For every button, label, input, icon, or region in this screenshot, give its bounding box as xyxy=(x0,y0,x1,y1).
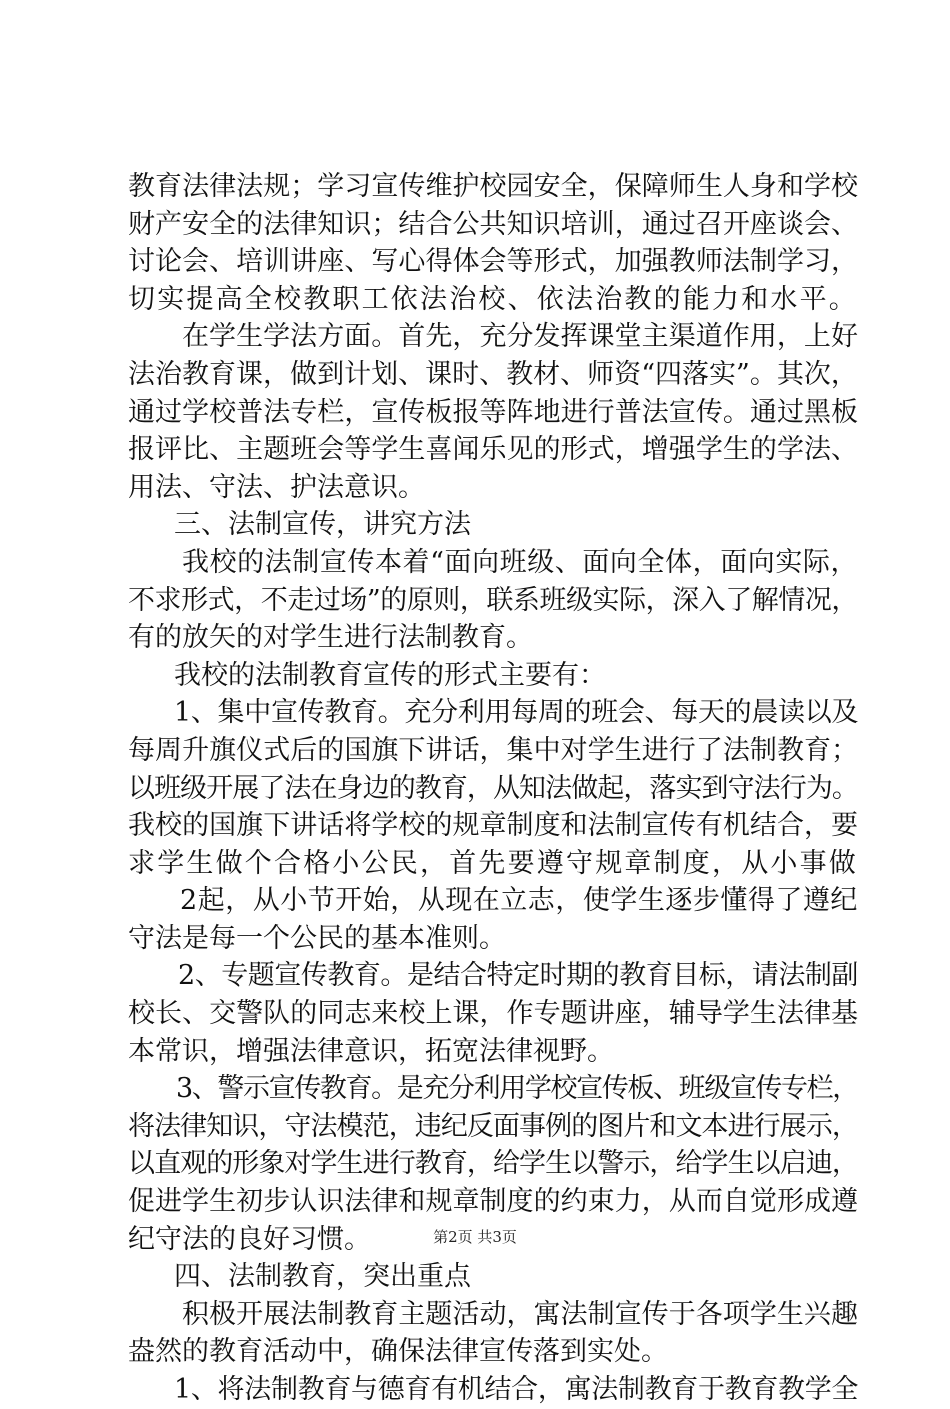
text-line: 促进学生初步认识法律和规章制度的约束力，从而自觉形成遵 xyxy=(128,1186,859,1218)
text-line: 法治教育课，做到计划、课时、教材、师资“四落实”。其次， xyxy=(128,358,858,390)
text-line: 我校的法制宣传本着“面向班级、面向全体，面向实际， xyxy=(182,546,859,578)
text-line: 四、法制教育，突出重点 xyxy=(174,1261,471,1293)
text-line: 纪守法的良好习惯。 xyxy=(128,1223,371,1255)
text-line: 3、警示宣传教育。是充分利用学校宣传板、班级宣传专栏， xyxy=(176,1073,858,1105)
text-line: 讨论会、培训讲座、写心得体会等形式，加强教师法制学习， xyxy=(128,246,859,278)
text-line: 我校的法制教育宣传的形式主要有： xyxy=(174,659,606,691)
text-line: 切实提高全校教职工依法治校、依法治教的能力和水平。 xyxy=(128,283,858,315)
text-line: 校长、交警队的同志来校上课，作专题讲座，辅导学生法律基 xyxy=(128,998,859,1030)
text-line: 不求形式，不走过场”的原则，联系班级实际，深入了解情况， xyxy=(128,584,858,616)
text-line: 积极开展法制教育主题活动，寓法制宣传于各项学生兴趣 xyxy=(182,1298,858,1330)
text-line: 以班级开展了法在身边的教育，从知法做起，落实到守法行为。 xyxy=(128,772,858,804)
text-line: 用法、守法、护法意识。 xyxy=(128,471,425,503)
text-line: 1、集中宣传教育。充分利用每周的班会、每天的晨读以及 xyxy=(174,697,859,729)
text-line: 2、专题宣传教育。是结合特定时期的教育目标，请法制副 xyxy=(178,960,858,992)
text-line: 我校的国旗下讲话将学校的规章制度和法制宣传有机结合，要 xyxy=(128,810,859,842)
text-line: 通过学校普法专栏，宣传板报等阵地进行普法宣传。通过黑板 xyxy=(128,396,859,428)
text-line: 在学生学法方面。首先，充分发挥课堂主渠道作用，上好 xyxy=(182,321,858,353)
text-line: 三、法制宣传，讲究方法 xyxy=(174,509,471,541)
text-line: 每周升旗仪式后的国旗下讲话，集中对学生进行了法制教育； xyxy=(128,734,859,766)
text-line: 2起，从小节开始，从现在立志，使学生逐步懂得了遵纪 xyxy=(180,885,858,917)
text-line: 盎然的教育活动中，确保法律宣传落到实处。 xyxy=(128,1336,668,1368)
text-line: 守法是每一个公民的基本准则。 xyxy=(128,922,506,954)
text-line: 有的放矢的对学生进行法制教育。 xyxy=(128,622,533,654)
text-line: 求学生做个合格小公民，首先要遵守规章制度，从小事做 xyxy=(128,847,858,879)
document-body xyxy=(128,168,858,1409)
text-line: 本常识，增强法律意识，拓宽法律视野。 xyxy=(128,1035,614,1067)
text-line: 1、将法制教育与德育有机结合，寓法制教育于教育教学全 xyxy=(174,1374,859,1405)
text-line: 以直观的形象对学生进行教育，给学生以警示，给学生以启迪， xyxy=(128,1148,858,1180)
text-line: 报评比、主题班会等学生喜闻乐见的形式，增强学生的学法、 xyxy=(128,434,859,466)
text-line: 财产安全的法律知识；结合公共知识培训，通过召开座谈会、 xyxy=(128,208,859,240)
page-footer: 第2页 共3页 xyxy=(433,1228,517,1246)
text-line: 将法律知识，守法模范，违纪反面事例的图片和文本进行展示， xyxy=(128,1110,858,1142)
text-line: 教育法律法规；学习宣传维护校园安全，保障师生人身和学校 xyxy=(128,171,859,202)
